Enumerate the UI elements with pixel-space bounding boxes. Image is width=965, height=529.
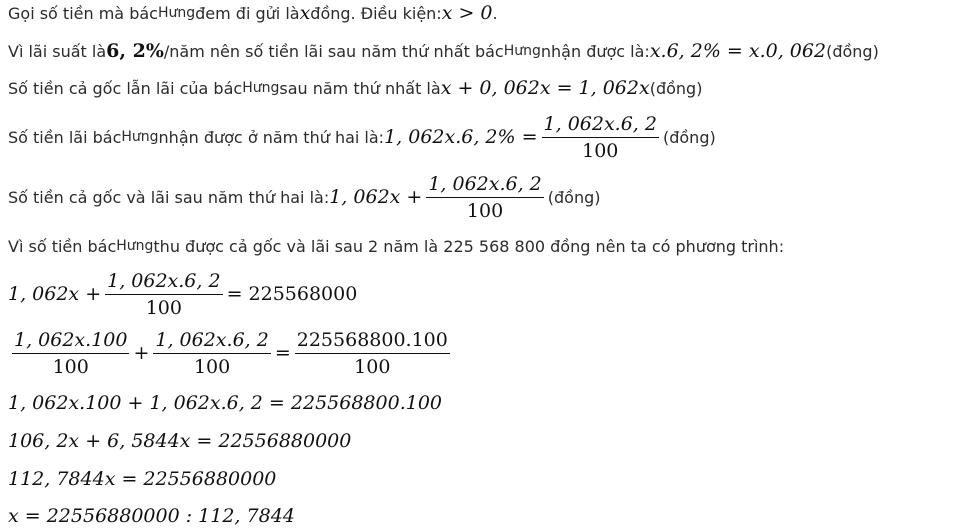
math-variable: x <box>299 2 311 24</box>
math-inline: 1, 062x + <box>8 283 102 305</box>
text: Số tiền lãi bác <box>8 127 122 147</box>
fraction-denominator: 100 <box>466 199 504 222</box>
math-inline: x.6, 2% = x.0, 062 <box>649 40 827 62</box>
math-inline: x + 0, 062x = 1, 062x <box>440 77 650 99</box>
math-inline: 1, 062x.100 + 1, 062x.6, 2 = 225568800.100 <box>8 392 442 414</box>
text: (đồng) <box>547 187 601 207</box>
name-hung: Hưng <box>503 43 541 59</box>
text-line-1 <box>8 2 498 24</box>
text: Số tiền cả gốc lẫn lãi của bác <box>8 78 243 98</box>
text-line-6 <box>8 235 784 257</box>
text: (đồng) <box>662 127 716 147</box>
text-line-2 <box>8 40 879 62</box>
equation-2 <box>8 326 454 380</box>
text: đem đi gửi là <box>195 3 300 23</box>
plus-sign: + <box>133 342 150 364</box>
math-inline: = 225568000 <box>226 283 358 305</box>
text: Số tiền cả gốc và lãi sau năm thứ hai là: <box>8 187 330 207</box>
text: . <box>492 3 498 23</box>
text: /năm nên số tiền lãi sau năm thứ nhất bác <box>163 41 504 61</box>
text: thu được cả gốc và lãi sau 2 năm là 225 568 800 đồng nên ta có phương trình: <box>153 236 785 256</box>
fraction <box>542 111 659 164</box>
text: (đồng) <box>826 41 879 61</box>
fraction-denominator: 100 <box>145 296 182 319</box>
text: Vì số tiền bác <box>8 236 117 256</box>
equation-6 <box>8 504 295 528</box>
text: nhận được là: <box>540 41 650 61</box>
equation-4 <box>8 429 351 453</box>
equation-5 <box>8 467 276 491</box>
math-inline: 1, 062x.6, 2% = <box>384 126 538 148</box>
math-inline: x = 22556880000 : 112, 7844 <box>8 505 295 527</box>
text-line-5 <box>8 170 601 224</box>
math-inline: 1, 062x + <box>329 186 423 208</box>
fraction-denominator: 100 <box>582 139 619 162</box>
fraction-denominator: 100 <box>354 355 391 378</box>
fraction-numerator: 1, 062x.6, 2 <box>426 171 543 198</box>
fraction-denominator: 100 <box>52 355 89 378</box>
text: nhận được ở năm thứ hai là: <box>158 127 385 147</box>
math-inline: 106, 2x + 6, 5844x = 22556880000 <box>8 430 352 452</box>
fraction-numerator: 1, 062x.6, 2 <box>542 111 659 138</box>
fraction-numerator: 1, 062x.6, 2 <box>105 268 222 295</box>
fraction-numerator: 1, 062x.100 <box>12 327 129 354</box>
name-hung: Hưng <box>242 80 280 96</box>
fraction <box>295 327 450 380</box>
text: Vì lãi suất là <box>8 41 107 61</box>
text: đồng. Điều kiện: <box>310 3 442 23</box>
fraction-numerator: 225568800.100 <box>295 327 450 354</box>
math-inline: 6, 2% <box>106 40 164 62</box>
fraction <box>153 327 270 380</box>
text-line-3 <box>8 77 702 99</box>
text: Gọi số tiền mà bác <box>8 3 158 23</box>
equals-sign: = <box>274 342 291 364</box>
text: sau năm thứ nhất là <box>279 78 441 98</box>
equation-1 <box>8 267 357 321</box>
fraction-denominator: 100 <box>193 355 231 378</box>
fraction <box>105 268 222 321</box>
math-inline: x > 0 <box>441 2 493 24</box>
fraction <box>426 171 543 224</box>
fraction-numerator: 1, 062x.6, 2 <box>153 327 270 354</box>
equation-3 <box>8 391 442 415</box>
name-hung: Hưng <box>157 5 196 21</box>
text-line-4 <box>8 110 716 164</box>
text: (đồng) <box>649 78 703 98</box>
name-hung: Hưng <box>121 129 159 145</box>
math-inline: 112, 7844x = 22556880000 <box>8 468 277 490</box>
name-hung: Hưng <box>116 238 154 254</box>
fraction <box>12 327 129 380</box>
